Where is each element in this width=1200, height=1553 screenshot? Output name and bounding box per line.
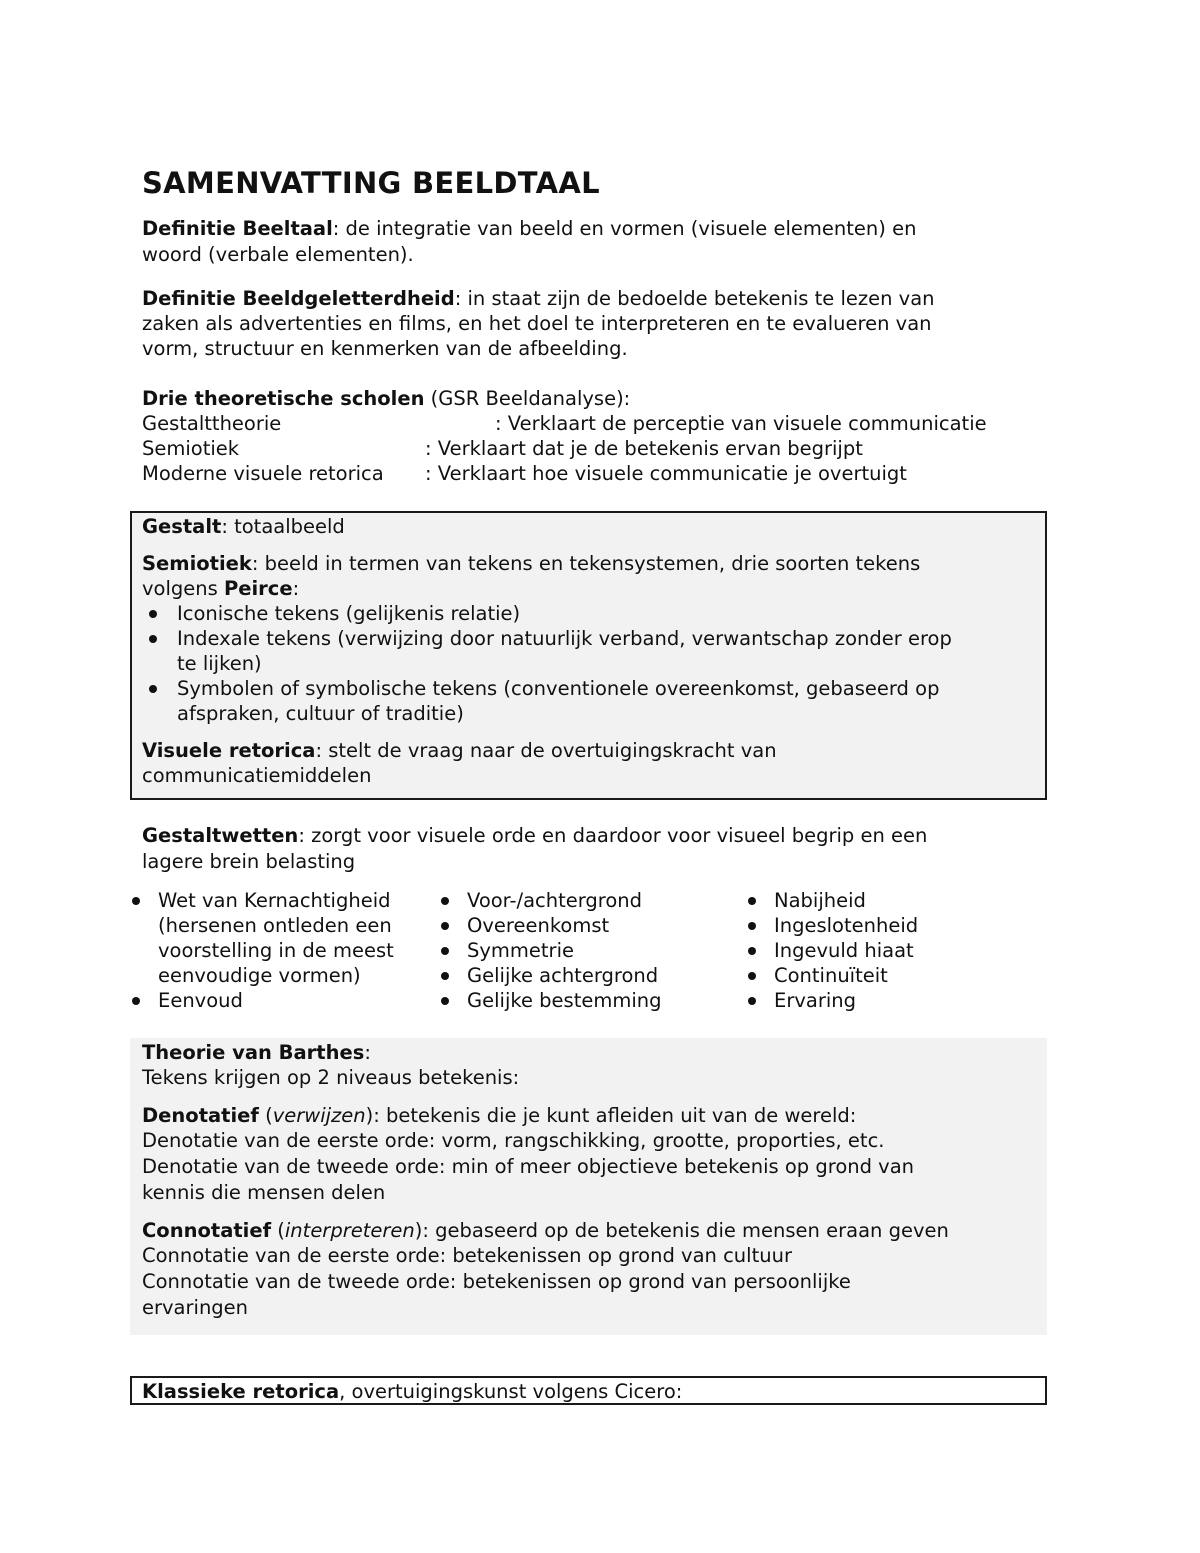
bullet-icon xyxy=(748,947,756,955)
gestalt-semiotiek-box xyxy=(130,511,1047,800)
bullet-icon xyxy=(748,922,756,930)
italic-term: verwijzen xyxy=(272,1104,366,1127)
school-description: : Verklaart dat je de betekenis ervan begrijpt xyxy=(425,437,863,460)
list-item-text: Gelijke achtergrond xyxy=(467,964,659,987)
bullet-icon xyxy=(441,997,449,1005)
paren: ( xyxy=(271,1219,285,1242)
list-item-text: Continuïteit xyxy=(774,964,888,987)
connotation-line: ervaringen xyxy=(142,1296,249,1319)
list-item xyxy=(747,963,1037,988)
definition-text: communicatiemiddelen xyxy=(142,764,372,787)
list-item-text: Ingeslotenheid xyxy=(774,914,919,937)
list-item-text: Symbolen of symbolische tekens (conventionele overeenkomst, gebaseerd op xyxy=(177,677,940,700)
list-item-text: Eenvoud xyxy=(158,989,243,1012)
bullet-icon xyxy=(441,922,449,930)
theoretical-schools xyxy=(142,386,1042,486)
connotation-line: Connotatie van de eerste orde: betekenissen op grond van cultuur xyxy=(142,1244,792,1267)
gestaltwetten xyxy=(142,823,1042,874)
term-label: Denotatief xyxy=(142,1104,259,1127)
school-row xyxy=(142,436,1042,461)
list-item xyxy=(747,888,1037,913)
bullet-icon xyxy=(149,685,157,693)
definition-beeldgeletterdheid xyxy=(142,286,1042,361)
school-description: : Verklaart hoe visuele communicatie je overtuigt xyxy=(425,462,907,485)
definition-text: volgens xyxy=(142,577,224,600)
gestalt-laws-column-1 xyxy=(131,888,431,1013)
list-item xyxy=(142,676,1037,701)
intro-text: Tekens krijgen op 2 niveaus betekenis: xyxy=(142,1066,520,1089)
connotation-line: Connotatie van de tweede orde: betekenissen op grond van persoonlijke xyxy=(142,1270,851,1293)
definition-text: woord (verbale elementen). xyxy=(142,243,414,266)
definition-beeltaal xyxy=(142,216,1042,267)
list-item-text: Wet van Kernachtigheid xyxy=(158,889,391,912)
bullet-icon xyxy=(748,897,756,905)
term-label: Gestaltwetten xyxy=(142,824,299,847)
list-item-text: Symmetrie xyxy=(467,939,574,962)
list-item xyxy=(440,988,730,1013)
school-row xyxy=(142,411,1042,436)
list-item xyxy=(747,938,1037,963)
school-row xyxy=(142,461,1042,486)
list-item xyxy=(142,626,1037,651)
list-item-text: Ingevuld hiaat xyxy=(774,939,914,962)
school-description: : Verklaart de perceptie van visuele communicatie xyxy=(495,412,987,435)
bullet-icon xyxy=(132,997,140,1005)
school-name: Moderne visuele retorica xyxy=(142,462,384,485)
heading-suffix: (GSR Beeldanalyse): xyxy=(424,387,631,410)
gestalt-laws-column-3 xyxy=(747,888,1037,1013)
list-item xyxy=(747,988,1037,1013)
peirce-label: Peirce xyxy=(223,577,293,600)
term-label: Theorie van Barthes xyxy=(142,1041,365,1064)
term-label: Definitie Beeldgeletterdheid xyxy=(142,287,455,310)
list-item-continuation xyxy=(142,701,1037,726)
school-name: Semiotiek xyxy=(142,437,240,460)
bullet-icon xyxy=(149,635,157,643)
list-item-continuation xyxy=(142,651,1037,676)
definition-text: : totaalbeeld xyxy=(221,515,345,538)
denotation-line: kennis die mensen delen xyxy=(142,1181,386,1204)
colon: : xyxy=(292,577,300,600)
bullet-icon xyxy=(149,610,157,618)
list-item xyxy=(142,601,1037,626)
list-item-text: Overeenkomst xyxy=(467,914,610,937)
definition-text: ): betekenis die je kunt afleiden uit van de wereld: xyxy=(365,1104,857,1127)
definition-text: ): gebaseerd op de betekenis die mensen eraan geven xyxy=(414,1219,949,1242)
italic-term: interpreteren xyxy=(284,1219,415,1242)
list-item-text: (hersenen ontleden een xyxy=(158,914,392,937)
definition-text: : stelt de vraag naar de overtuigingskracht van xyxy=(315,739,777,762)
list-item xyxy=(440,963,730,988)
bullet-icon xyxy=(748,972,756,980)
term-label: Definitie Beeltaal xyxy=(142,217,333,240)
term-label: Semiotiek xyxy=(142,552,252,575)
list-item-text: Ervaring xyxy=(774,989,856,1012)
list-item xyxy=(440,888,730,913)
list-item-text: eenvoudige vormen) xyxy=(158,964,361,987)
sign-types-list xyxy=(142,601,1037,726)
klassieke-retorica-box xyxy=(130,1376,1047,1405)
bullet-icon xyxy=(441,947,449,955)
list-item-text: Voor-/achtergrond xyxy=(467,889,643,912)
list-item-text: Indexale tekens (verwijzing door natuurlijk verband, verwantschap zonder erop xyxy=(177,627,952,650)
bullet-icon xyxy=(132,897,140,905)
definition-text: zaken als advertenties en films, en het doel te interpreteren en te evalueren van xyxy=(142,312,932,335)
school-name: Gestalttheorie xyxy=(142,412,282,435)
list-item-text: voorstelling in de meest xyxy=(158,939,394,962)
term-label: Klassieke retorica xyxy=(142,1380,340,1403)
list-item xyxy=(131,888,431,988)
list-item xyxy=(131,988,431,1013)
page-title: SAMENVATTING BEELDTAAL xyxy=(142,166,600,200)
gestalt-laws-column-2 xyxy=(440,888,730,1013)
list-item-text: te lijken) xyxy=(177,652,262,675)
colon: : xyxy=(364,1041,371,1064)
list-item xyxy=(747,913,1037,938)
bullet-icon xyxy=(441,897,449,905)
list-item xyxy=(440,913,730,938)
term-label: Drie theoretische scholen xyxy=(142,387,425,410)
term-label: Visuele retorica xyxy=(142,739,316,762)
list-item-text: Gelijke bestemming xyxy=(467,989,662,1012)
definition-text: vorm, structuur en kenmerken van de afbeelding. xyxy=(142,337,628,360)
paren: ( xyxy=(258,1104,273,1127)
list-item xyxy=(440,938,730,963)
denotation-line: Denotatie van de eerste orde: vorm, rangschikking, grootte, proporties, etc. xyxy=(142,1129,885,1152)
bullet-icon xyxy=(441,972,449,980)
definition-text: , overtuigingskunst volgens Cicero: xyxy=(339,1380,683,1403)
list-item-text: Nabijheid xyxy=(774,889,866,912)
definition-text: : zorgt voor visuele orde en daardoor voor visueel begrip en een xyxy=(298,824,928,847)
term-label: Gestalt xyxy=(142,515,222,538)
definition-text: : in staat zijn de bedoelde betekenis te lezen van xyxy=(454,287,935,310)
list-item-text: afspraken, cultuur of traditie) xyxy=(177,702,464,725)
barthes-box xyxy=(130,1038,1047,1335)
definition-text: : beeld in termen van tekens en tekensystemen, drie soorten tekens xyxy=(251,552,921,575)
list-item-text: Iconische tekens (gelijkenis relatie) xyxy=(177,602,521,625)
bullet-icon xyxy=(748,997,756,1005)
term-label: Connotatief xyxy=(142,1219,272,1242)
denotation-line: Denotatie van de tweede orde: min of meer objectieve betekenis op grond van xyxy=(142,1155,915,1178)
definition-text: lagere brein belasting xyxy=(142,850,356,873)
definition-text: : de integratie van beeld en vormen (visuele elementen) en xyxy=(332,217,917,240)
